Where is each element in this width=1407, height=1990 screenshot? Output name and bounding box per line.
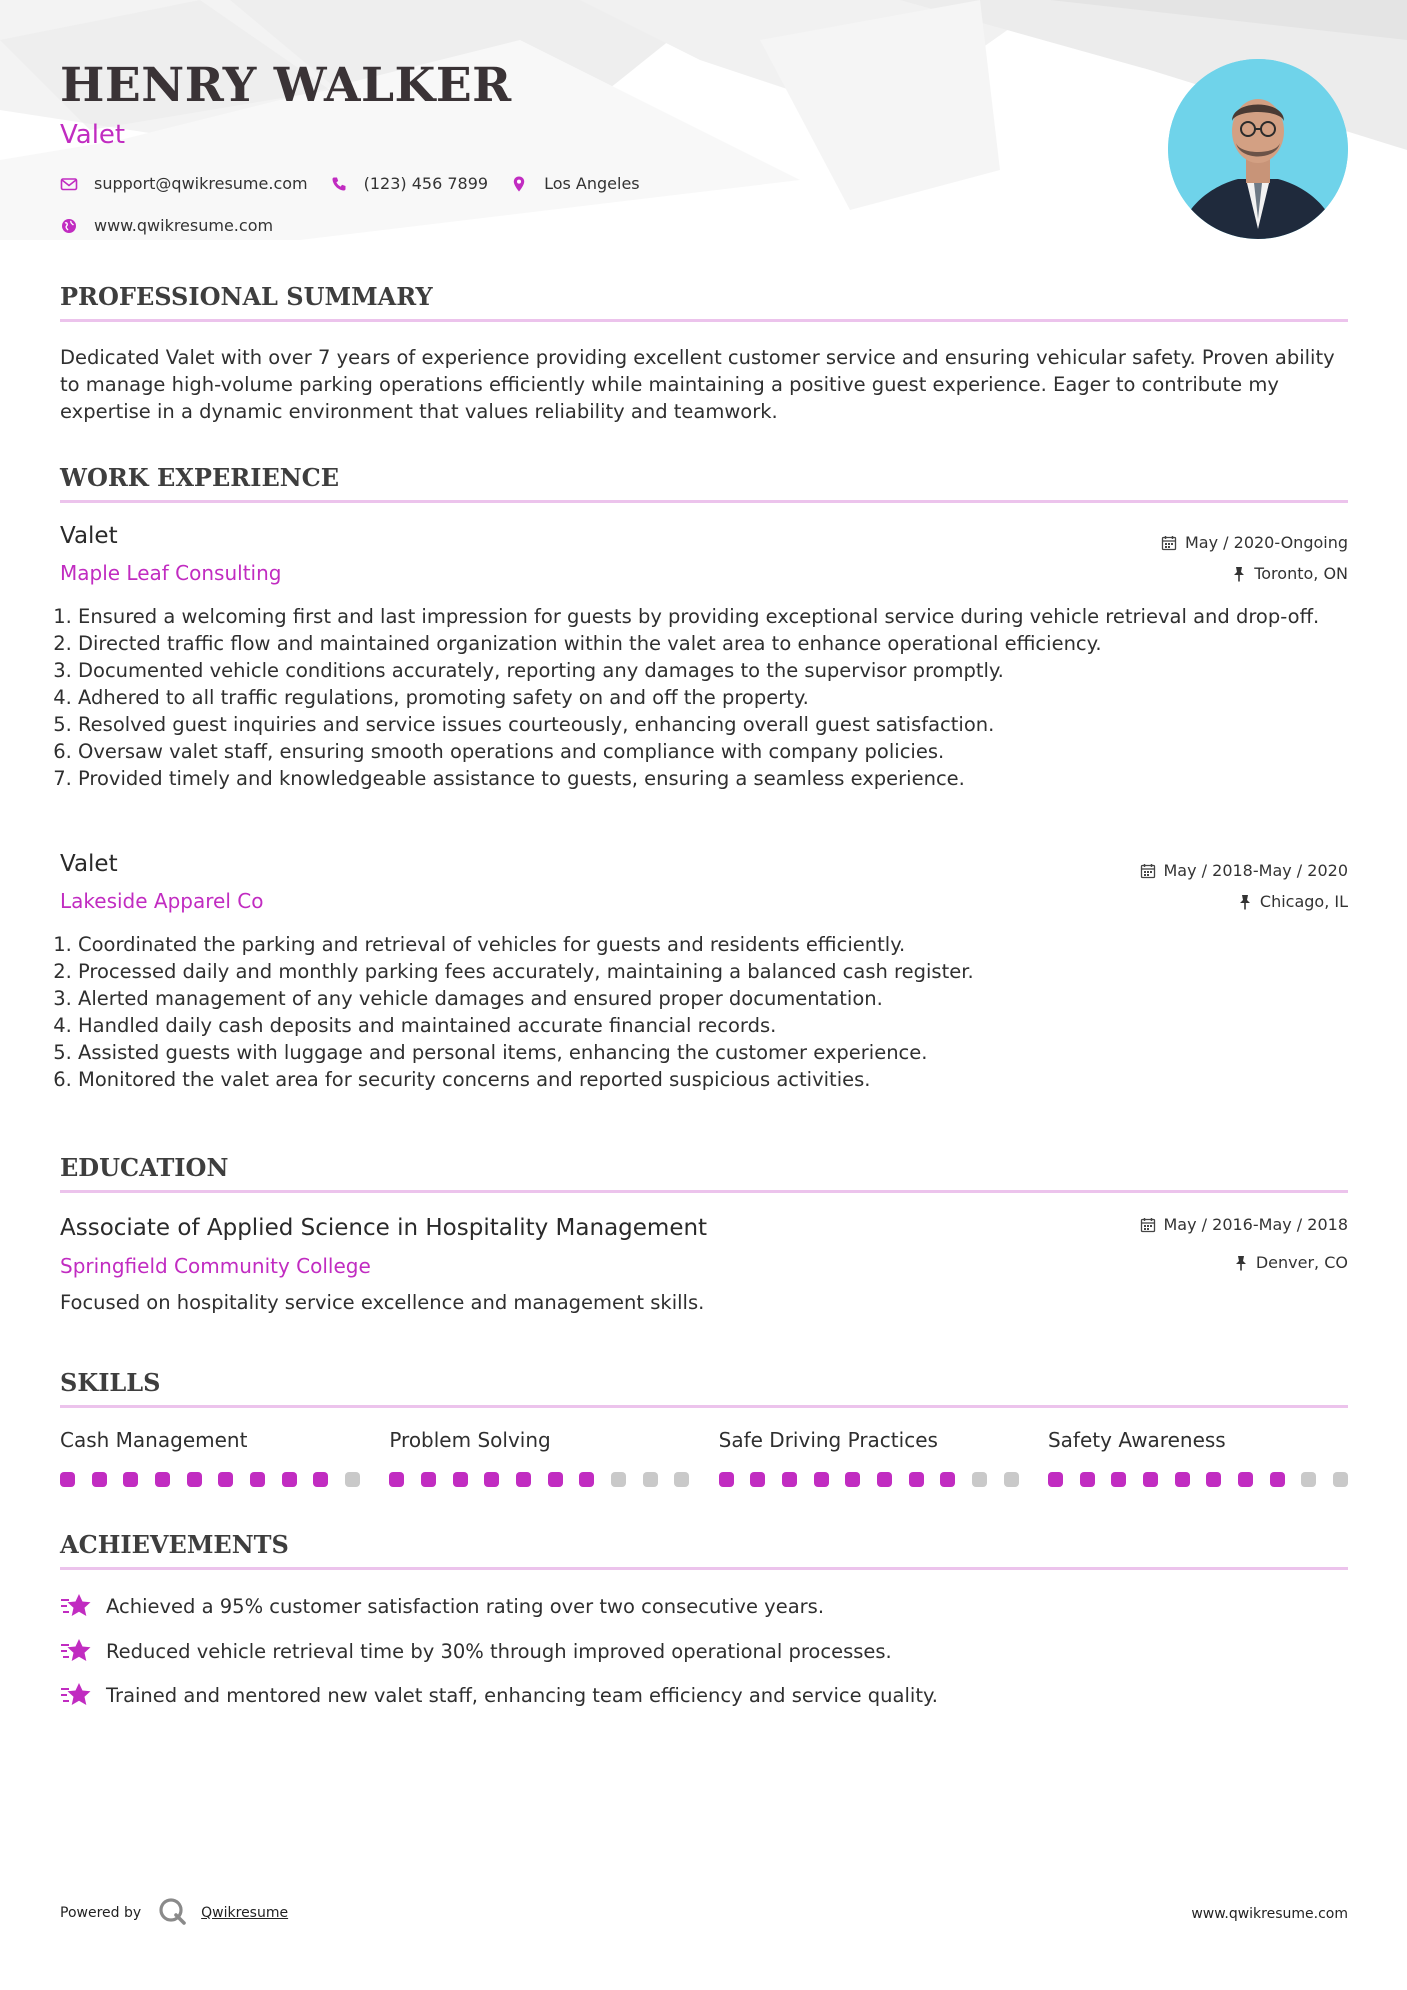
skill-dot-filled: [1143, 1472, 1158, 1487]
skill-dot-empty: [1301, 1472, 1316, 1487]
contact-website[interactable]: www.qwikresume.com: [94, 216, 274, 235]
skill-item: [60, 1428, 360, 1487]
phone-icon: [330, 175, 348, 193]
job-1-location: [1232, 564, 1348, 583]
skill-dot-empty: [643, 1472, 658, 1487]
achievement-text: Trained and mentored new valet staff, enhancing team efficiency and service quality.: [106, 1683, 938, 1707]
skill-rating: [389, 1472, 689, 1487]
section-heading-experience: WORK EXPERIENCE: [60, 463, 1348, 503]
education-degree: Associate of Applied Science in Hospitality Management: [60, 1215, 708, 1241]
skill-dot-filled: [516, 1472, 531, 1487]
pushpin-icon: [1232, 566, 1246, 582]
duty-item: 5. Resolved guest inquiries and service issues courteously, enhancing overall guest satisfaction.: [78, 711, 1366, 738]
skill-dot-filled: [1238, 1472, 1253, 1487]
duty-item: 7. Provided timely and knowledgeable assistance to guests, ensuring a seamless experience.: [78, 765, 1366, 792]
skill-name: Problem Solving: [389, 1428, 551, 1452]
skills-list: [60, 1428, 1348, 1487]
skill-dot-filled: [484, 1472, 499, 1487]
achievement-item: [60, 1681, 938, 1709]
education-dates-text: May / 2016-May / 2018: [1163, 1215, 1348, 1234]
pushpin-icon: [1238, 894, 1252, 910]
location-pin-icon: [510, 175, 528, 193]
skill-dot-empty: [674, 1472, 689, 1487]
duty-item: 3. Alerted management of any vehicle damages and ensured proper documentation.: [78, 985, 1366, 1012]
skill-name: Safety Awareness: [1047, 1428, 1226, 1452]
job-1-company: Maple Leaf Consulting: [60, 561, 282, 585]
powered-by-label: Powered by: [60, 1905, 142, 1921]
skill-dot-filled: [719, 1472, 734, 1487]
section-heading-achievements: ACHIEVEMENTS: [60, 1530, 1348, 1570]
skill-dot-filled: [453, 1472, 468, 1487]
profile-photo: [1168, 59, 1348, 239]
skill-item: [389, 1428, 689, 1487]
skill-dot-filled: [187, 1472, 202, 1487]
job-2-location-text: Chicago, IL: [1259, 892, 1348, 911]
skill-dot-filled: [877, 1472, 892, 1487]
duty-item: 2. Processed daily and monthly parking fees accurately, maintaining a balanced cash register.: [78, 958, 1366, 985]
footer-powered-by: [60, 1896, 288, 1930]
achievement-item: [60, 1637, 892, 1665]
achievement-item: [60, 1592, 824, 1620]
duty-item: 6. Oversaw valet staff, ensuring smooth operations and compliance with company policies.: [78, 738, 1366, 765]
education-location: [1234, 1253, 1348, 1272]
section-heading-summary: PROFESSIONAL SUMMARY: [60, 282, 1348, 322]
skill-dot-filled: [579, 1472, 594, 1487]
skill-item: [1048, 1428, 1348, 1487]
skill-dot-filled: [282, 1472, 297, 1487]
job-2-dates: [1140, 861, 1349, 880]
star-icon: [60, 1681, 92, 1709]
duty-item: 1. Ensured a welcoming first and last impression for guests by providing exceptional service during vehicle retrieval and drop-off.: [78, 603, 1366, 630]
duty-item: 5. Assisted guests with luggage and personal items, enhancing the customer experience.: [78, 1039, 1366, 1066]
skill-dot-filled: [218, 1472, 233, 1487]
summary-text: Dedicated Valet with over 7 years of experience providing excellent customer service and ensuring vehicular safety. Proven ability to manage high-volume parking operations efficiently while maintaining a positive guest experience. Eager to contribute my expertise in a dynamic environment that values reliability and teamwork.: [60, 346, 1335, 423]
contact-location: Los Angeles: [544, 174, 640, 193]
skill-dot-empty: [345, 1472, 360, 1487]
contact-row-1: [60, 174, 662, 193]
candidate-name: HENRY WALKER: [60, 58, 512, 113]
skill-dot-filled: [1111, 1472, 1126, 1487]
skill-dot-filled: [782, 1472, 797, 1487]
skill-name: Safe Driving Practices: [718, 1428, 938, 1452]
education-description: Focused on hospitality service excellence and management skills.: [60, 1291, 705, 1314]
job-2-duties: [60, 931, 1366, 1093]
skill-dot-filled: [1206, 1472, 1221, 1487]
section-heading-skills: SKILLS: [60, 1368, 1348, 1408]
duty-item: 6. Monitored the valet area for security concerns and reported suspicious activities.: [78, 1066, 1366, 1093]
duty-item: 1. Coordinated the parking and retrieval of vehicles for guests and residents efficiently.: [78, 931, 1366, 958]
job-1-duties: [60, 603, 1366, 792]
skill-dot-filled: [60, 1472, 75, 1487]
qwikresume-link[interactable]: Qwikresume: [201, 1905, 289, 1921]
job-2-location: [1238, 892, 1348, 911]
skill-dot-filled: [909, 1472, 924, 1487]
duty-item: 4. Handled daily cash deposits and maintained accurate financial records.: [78, 1012, 1366, 1039]
skill-name: Cash Management: [60, 1428, 248, 1452]
skill-dot-empty: [1333, 1472, 1348, 1487]
skill-rating: [60, 1472, 360, 1487]
contact-row-2: [60, 216, 295, 235]
skill-dot-empty: [1004, 1472, 1019, 1487]
skill-dot-filled: [250, 1472, 265, 1487]
skill-dot-filled: [123, 1472, 138, 1487]
job-1-dates-text: May / 2020-Ongoing: [1185, 533, 1348, 552]
skill-dot-filled: [750, 1472, 765, 1487]
job-1-location-text: Toronto, ON: [1254, 564, 1348, 583]
skill-dot-filled: [1048, 1472, 1063, 1487]
globe-icon: [60, 217, 78, 235]
job-1-dates: [1161, 533, 1348, 552]
duty-item: 4. Adhered to all traffic regulations, promoting safety on and off the property.: [78, 684, 1366, 711]
skill-dot-filled: [845, 1472, 860, 1487]
education-school: Springfield Community College: [60, 1254, 371, 1278]
education-location-text: Denver, CO: [1255, 1253, 1348, 1272]
skill-dot-filled: [1080, 1472, 1095, 1487]
skill-dot-filled: [1270, 1472, 1285, 1487]
email-icon: [60, 175, 78, 193]
achievement-text: Achieved a 95% customer satisfaction rating over two consecutive years.: [106, 1594, 825, 1618]
calendar-icon: [1161, 535, 1177, 551]
qwikresume-logo-icon: [157, 1896, 187, 1930]
footer-url[interactable]: www.qwikresume.com: [1191, 1906, 1348, 1922]
star-icon: [60, 1592, 92, 1620]
skill-dot-empty: [972, 1472, 987, 1487]
skill-rating: [719, 1472, 1019, 1487]
job-1-role: Valet: [60, 523, 118, 549]
duty-item: 2. Directed traffic flow and maintained organization within the valet area to enhance operational efficiency.: [78, 630, 1366, 657]
star-icon: [60, 1637, 92, 1665]
skill-dot-filled: [1175, 1472, 1190, 1487]
skill-dot-filled: [814, 1472, 829, 1487]
skill-rating: [1048, 1472, 1348, 1487]
skill-dot-filled: [313, 1472, 328, 1487]
candidate-title: Valet: [60, 120, 126, 150]
skill-dot-filled: [940, 1472, 955, 1487]
pushpin-icon: [1234, 1255, 1248, 1271]
job-2-role: Valet: [60, 851, 118, 877]
section-heading-education: EDUCATION: [60, 1153, 1348, 1193]
calendar-icon: [1140, 863, 1156, 879]
job-2-dates-text: May / 2018-May / 2020: [1163, 861, 1348, 880]
skill-dot-filled: [92, 1472, 107, 1487]
skill-dot-filled: [155, 1472, 170, 1487]
education-dates: [1140, 1215, 1349, 1234]
skill-dot-filled: [548, 1472, 563, 1487]
job-2-company: Lakeside Apparel Co: [60, 889, 264, 913]
skill-dot-empty: [611, 1472, 626, 1487]
duty-item: 3. Documented vehicle conditions accurately, reporting any damages to the supervisor promptly.: [78, 657, 1366, 684]
calendar-icon: [1140, 1217, 1156, 1233]
skill-item: [719, 1428, 1019, 1487]
contact-phone[interactable]: (123) 456 7899: [363, 174, 489, 193]
achievement-text: Reduced vehicle retrieval time by 30% through improved operational processes.: [106, 1639, 892, 1663]
contact-email[interactable]: support@qwikresume.com: [94, 174, 308, 193]
skill-dot-filled: [421, 1472, 436, 1487]
skill-dot-filled: [389, 1472, 404, 1487]
